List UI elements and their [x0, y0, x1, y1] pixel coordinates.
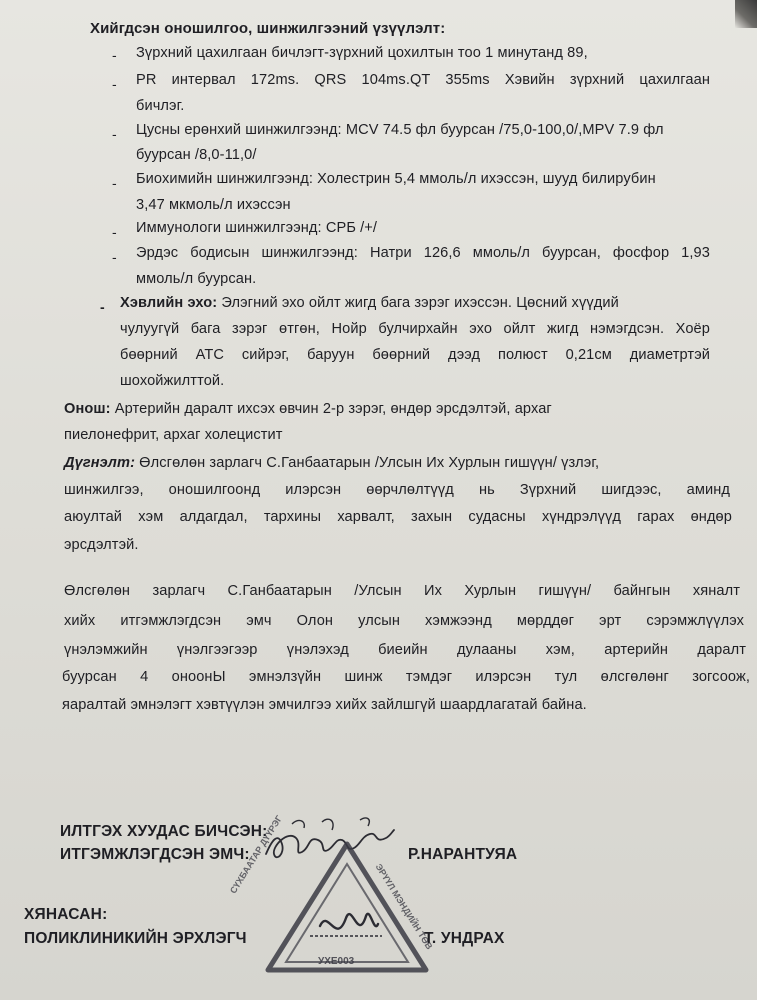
prepared-by-label-1: ИЛТГЭХ ХУУДАС БИЧСЭН: [60, 823, 268, 840]
bullet-dash: - [112, 126, 117, 142]
bullet-7-line-2: чулуугүй бага зэрэг өтгөн, Нойр булчирхайн эхо ойлт жигд нэмэгдсэн. Хоёр [120, 321, 710, 337]
bullet-6-line-1: Эрдэс бодисын шинжилгээнд: Натри 126,6 ммоль/л буурсан, фосфор 1,93 [136, 245, 710, 261]
paragraph-line-3: үнэлэмжийн үнэлгээгээр үнэлэхэд биеийн дулааны хэм, артерийн даралт [64, 642, 746, 658]
paragraph-line-4: буурсан 4 оноонЫ эмнэлзүйн шинж тэмдэг илэрсэн тул өлсгөлөнг зогсоож, [62, 669, 750, 685]
stamp-text-left: СҮХБААТАР ДҮҮРЭГ [228, 813, 285, 896]
bullet-dash: - [112, 224, 117, 240]
reviewed-by-label-1: ХЯНАСАН: [24, 906, 108, 923]
bullet-6-line-2: ммоль/л буурсан. [136, 271, 257, 287]
diagnosis-label: Онош: [64, 401, 111, 417]
paragraph-line-2: хийх итгэмжлэгдсэн эмч Олон улсын хэмжээнд мөрддөг эрт сэрэмжлүүлэх [64, 613, 744, 629]
stamp-text-right: ЭРҮҮЛ МЭНДИЙН ТӨВ [373, 862, 435, 952]
diagnosis-line-1 [64, 400, 718, 418]
echo-label: Хэвлийн эхо: [120, 295, 218, 311]
prepared-by-label-2: ИТГЭМЖЛЭГДСЭН ЭМЧ: [60, 846, 250, 863]
bullet-dash: - [100, 299, 105, 315]
diagnosis-text: Артерийн даралт ихсэх өвчин 2-р зэрэг, өндөр эрсдэлтэй, архаг [110, 401, 552, 417]
bullet-4-line-2: 3,47 мкмоль/л ихэссэн [136, 197, 291, 213]
conclusion-line-3: аюултай хэм алдагдал, тархины харвалт, захын судасны хүндрэлүүд гарах өндөр [64, 509, 732, 525]
conclusion-line-2: шинжилгээ, оношилгоонд илэрсэн өөрчлөлтүүд нь Зүрхний шигдээс, аминд [64, 482, 730, 498]
bullet-dash: - [112, 76, 117, 92]
prepared-by-name: Р.НАРАНТУЯА [408, 846, 518, 863]
bullet-dash: - [112, 175, 117, 191]
bullet-3-line-2: буурсан /8,0-11,0/ [136, 147, 257, 163]
bullet-7-line-1 [120, 294, 710, 312]
reviewed-by-label-2: ПОЛИКЛИНИКИЙН ЭРХЛЭГЧ [24, 930, 247, 947]
bullet-2-line-1: PR интервал 172ms. QRS 104ms.QT 355ms Хэвийн зүрхний цахилгаан [136, 72, 710, 88]
bullet-7-line-3: бөөрний АТС сийрэг, баруун бөөрний дээд полюст 0,21см диаметртэй [120, 347, 710, 363]
reviewed-by-name: Т. УНДРАХ [424, 930, 505, 947]
conclusion-text: Өлсгөлөн зарлагч С.Ганбаатарын /Улсын Их Хурлын гишүүн/ үзлэг, [135, 455, 600, 471]
stamp-text-bottom: УХЕ003 [318, 956, 355, 967]
conclusion-line-1 [64, 454, 724, 472]
bullet-4-line-1: Биохимийн шинжилгээнд: Холестрин 5,4 ммоль/л ихэссэн, шууд билирубин [136, 171, 656, 187]
bullet-dash: - [112, 47, 117, 63]
bullet-5-line-1: Иммунологи шинжилгээнд: СРБ /+/ [136, 220, 378, 236]
echo-text: Элэгний эхо ойлт жигд бага зэрэг ихэссэн. Цөсний хүүдий [217, 295, 619, 311]
bullet-dash: - [112, 249, 117, 265]
bullet-1-line-1: Зүрхний цахилгаан бичлэгт-зүрхний цохилтын тоо 1 минутанд 89, [136, 45, 588, 61]
section-title: Хийгдсэн оношилгоо, шинжилгээний үзүүлэлт: [90, 20, 446, 37]
conclusion-line-4: эрсдэлтэй. [64, 537, 139, 553]
page-corner-shadow [735, 0, 757, 28]
bullet-7-line-4: шохойжилттой. [120, 373, 225, 389]
diagnosis-line-2: пиелонефрит, архаг холецистит [64, 427, 283, 443]
paragraph-line-5: яаралтай эмнэлэгт хэвтүүлэн эмчилгээ хийх зайлшгүй шаардлагатай байна. [62, 697, 587, 713]
conclusion-label: Дүгнэлт: [64, 455, 136, 471]
paragraph-line-1: Өлсгөлөн зарлагч С.Ганбаатарын /Улсын Их Хурлын гишүүн/ байнгын хяналт [64, 583, 740, 599]
bullet-2-line-2: бичлэг. [136, 98, 185, 114]
bullet-3-line-1: Цусны ерөнхий шинжилгээнд: MCV 74.5 фл буурсан /75,0-100,0/,MPV 7.9 фл [136, 122, 664, 138]
